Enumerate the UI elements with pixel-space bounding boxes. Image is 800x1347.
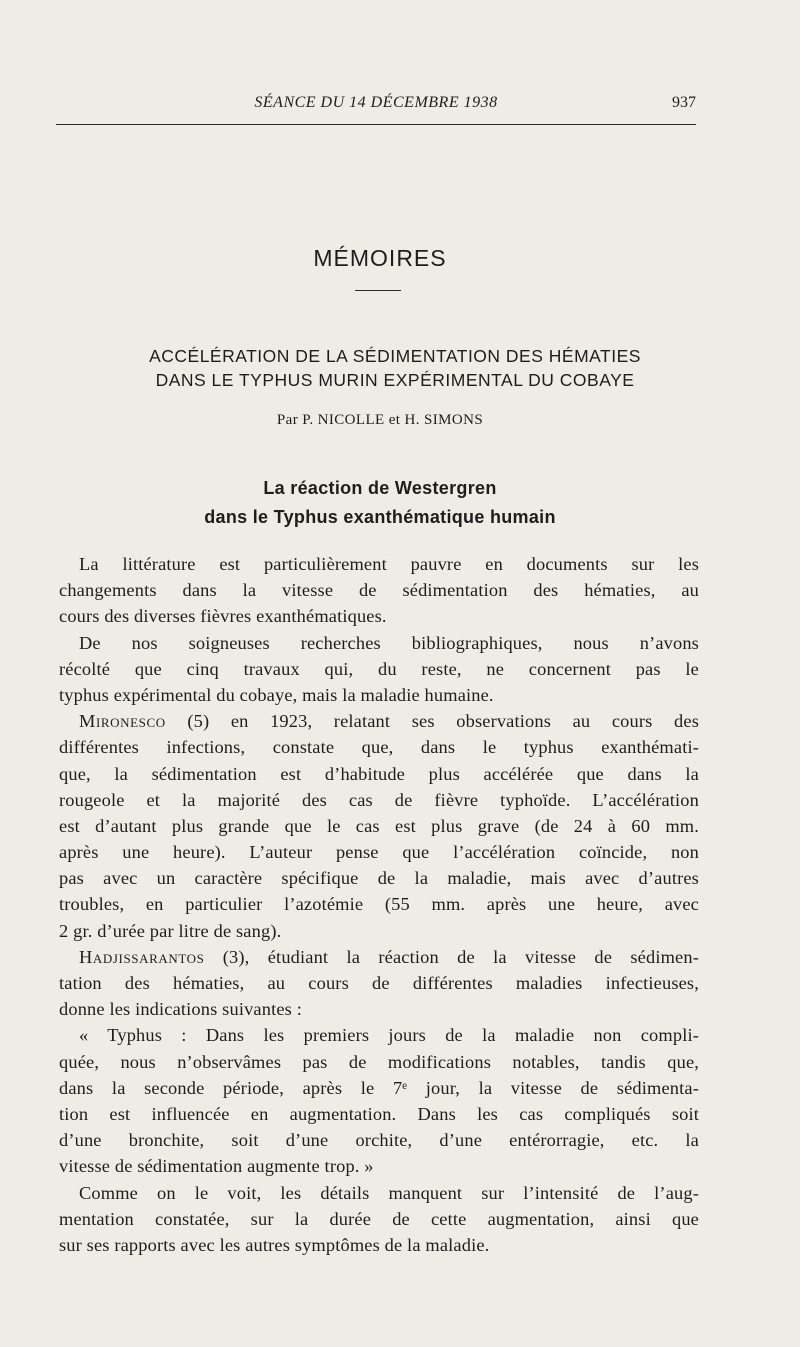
text-span: (3), étudiant la réaction de la vitesse de sédimen- — [204, 946, 699, 967]
running-title: SÉANCE DU 14 DÉCEMBRE 1938 — [254, 94, 498, 111]
text-line: dans la seconde période, après le 7ᵉ jour, la vitesse de sédimenta- — [59, 1077, 699, 1098]
text-line: De nos soigneuses recherches bibliographiques, nous n’avons — [79, 632, 699, 653]
article-title — [40, 344, 750, 392]
text-line — [59, 708, 699, 734]
text-line: donne les indications suivantes : — [59, 999, 302, 1020]
subtitle — [0, 474, 760, 532]
text-line: changements dans la vitesse de sédimentation des hématies, au — [59, 580, 699, 601]
text-line: quée, nous n’observâmes pas de modifications notables, tandis que, — [59, 1051, 699, 1072]
subtitle-line: dans le Typhus exanthématique humain — [204, 507, 556, 527]
article-title-line: DANS LE TYPHUS MURIN EXPÉRIMENTAL DU COBAYE — [155, 370, 635, 390]
article-title-line: ACCÉLÉRATION DE LA SÉDIMENTATION DES HÉMATIES — [149, 346, 641, 366]
text-line: 2 gr. d’urée par litre de sang). — [59, 920, 282, 941]
section-title: MÉMOIRES — [313, 245, 447, 271]
page-number: 937 — [672, 94, 696, 111]
subtitle-line: La réaction de Westergren — [263, 478, 497, 498]
text-line: différentes infections, constate que, dans le typhus exanthémati- — [59, 737, 699, 758]
body-text — [59, 551, 699, 1258]
text-line: vitesse de sédimentation augmente trop. » — [59, 1156, 374, 1177]
text-line: est d’autant plus grande que le cas est plus grave (de 24 à 60 mm. — [59, 815, 699, 836]
cited-author: Hadjissarantos — [79, 946, 205, 967]
text-line: rougeole et la majorité des cas de fièvre typhoïde. L’accélération — [59, 789, 699, 810]
text-line: tion est influencée en augmentation. Dans les cas compliqués soit — [59, 1103, 699, 1124]
text-line: pas avec un caractère spécifique de la maladie, mais avec d’autres — [59, 868, 699, 889]
text-line: tation des hématies, au cours de différentes maladies infectieuses, — [59, 973, 699, 993]
cited-author: Mironesco — [79, 711, 166, 732]
section-rule — [355, 290, 401, 291]
text-line: après une heure). L’auteur pense que l’accélération coïncide, non — [59, 842, 699, 863]
text-line: mentation constatée, sur la durée de cette augmentation, ainsi que — [59, 1208, 699, 1229]
text-line: récolté que cinq travaux qui, du reste, ne concernent pas le — [59, 658, 699, 679]
text-line: cours des diverses fièvres exanthématiques. — [59, 606, 387, 627]
text-line: Comme on le voit, les détails manquent sur l’intensité de l’aug- — [79, 1182, 699, 1203]
text-span: (5) en 1923, relatant ses observations au cours des — [165, 711, 699, 732]
running-head — [56, 94, 696, 118]
byline: Par P. NICOLLE et H. SIMONS — [276, 412, 484, 428]
text-line: typhus expérimental du cobaye, mais la maladie humaine. — [59, 684, 494, 705]
header-rule — [56, 124, 696, 125]
text-line: La littérature est particulièrement pauvre en documents sur les — [79, 554, 699, 574]
text-line: que, la sédimentation est d’habitude plus accélérée que dans la — [59, 763, 699, 784]
text-line: d’une bronchite, soit d’une orchite, d’une entérorragie, etc. la — [59, 1130, 699, 1151]
text-line: sur ses rapports avec les autres symptômes de la maladie. — [59, 1234, 490, 1255]
text-line: troubles, en particulier l’azotémie (55 mm. après une heure, avec — [59, 894, 699, 915]
text-line — [59, 944, 699, 970]
text-line: « Typhus : Dans les premiers jours de la maladie non compli- — [79, 1025, 699, 1046]
